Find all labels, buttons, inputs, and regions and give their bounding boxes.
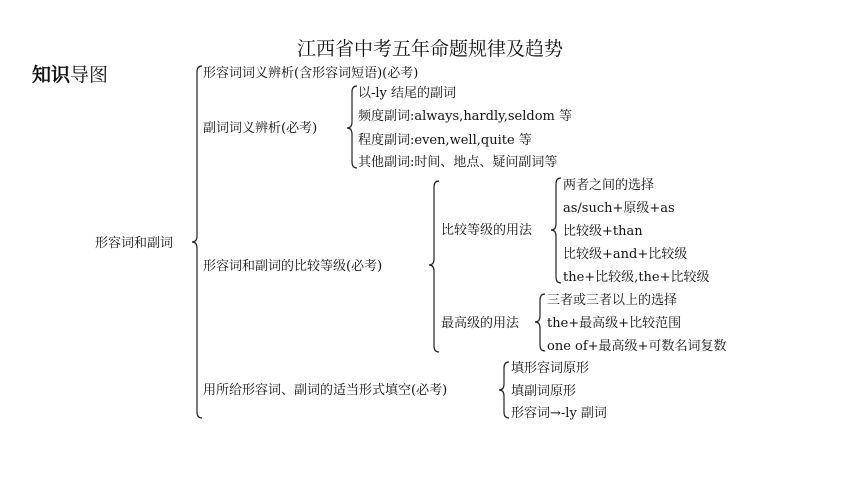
bracket-superlative [535,294,545,351]
comparative-item: as/such+原级+as [563,201,675,216]
superlative-item: 三者或三者以上的选择 [547,293,678,308]
group-comparative-usage: 比较等级的用法 [441,223,533,238]
bracket-comparison [429,181,439,352]
branch-fill-in: 用所给形容词、副词的适当形式填空(必考) [203,383,448,398]
bracket-comparative [551,178,561,283]
fill-in-item: 填形容词原形 [511,361,590,376]
comparative-item: 比较级+and+比较级 [563,247,688,262]
bracket-fill-in [499,362,509,418]
bracket-adverb-meaning [347,86,357,168]
comparative-item: the+比较级,the+比较级 [563,270,710,285]
group-superlative-usage: 最高级的用法 [441,316,520,331]
branch-adjective-meaning: 形容词词义辨析(含形容词短语)(必考) [203,66,419,81]
fill-in-item: 形容词→-ly 副词 [511,406,607,421]
bracket-root [192,66,202,418]
superlative-item: the+最高级+比较范围 [547,316,682,331]
heading-bold: 知识 [32,64,71,86]
comparative-item: 比较级+than [563,224,643,239]
superlative-item: one of+最高级+可数名词复数 [547,339,727,354]
branch-adverb-meaning: 副词词义辨析(必考) [203,121,318,136]
fill-in-item: 填副词原形 [511,384,577,399]
adverb-item: 程度副词:even,well,quite 等 [358,133,532,148]
branch-comparison: 形容词和副词的比较等级(必考) [203,259,383,274]
heading-normal: 导图 [70,64,109,86]
adverb-item: 频度副词:always,hardly,seldom 等 [358,109,573,124]
adverb-item: 其他副词:时间、地点、疑问副词等 [358,155,558,170]
adverb-item: 以-ly 结尾的副词 [358,86,457,101]
root-node: 形容词和副词 [95,236,174,251]
comparative-item: 两者之间的选择 [563,178,655,193]
page-title: 江西省中考五年命题规律及趋势 [296,38,563,60]
